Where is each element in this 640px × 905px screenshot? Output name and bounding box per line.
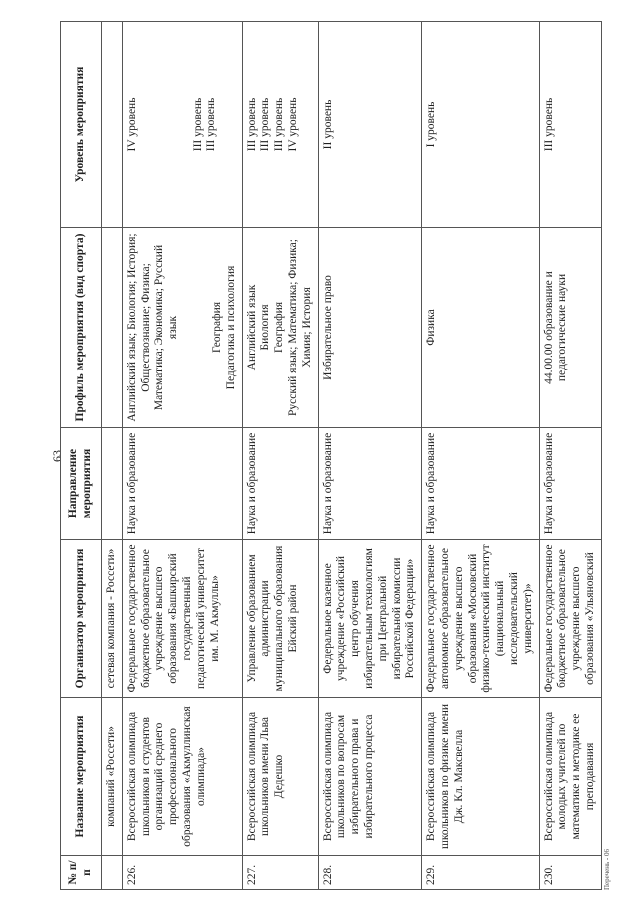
event-direction: Наука и образование [242, 428, 318, 540]
table-row [242, 22, 318, 890]
event-name: Всероссийская олимпиада молодых учителей по математике и методике ее преподавания [539, 698, 601, 856]
column-header-organizer: Организатор мероприятия [61, 540, 102, 698]
column-header-number: № п/п [61, 856, 102, 890]
table-row [102, 22, 123, 890]
event-level [242, 22, 318, 228]
event-name: Всероссийская олимпиада школьников и студентов организаций среднего профессионального образования «Акмуллинская олимпиада» [122, 698, 242, 856]
event-direction [102, 428, 123, 540]
profile-item: Русский язык; Математика; Физика; Химия; История [286, 239, 313, 416]
level-item: III уровень [205, 97, 218, 152]
table-row [422, 22, 539, 890]
profile-item: География [210, 301, 223, 354]
event-level [422, 22, 539, 228]
column-header-profile: Профиль мероприятия (вид спорта) [61, 228, 102, 428]
event-profile [422, 228, 539, 428]
event-level [318, 22, 422, 228]
event-level [539, 22, 601, 228]
event-name: Всероссийская олимпиада школьников по физике имени Дж. Кл. Максвелла [422, 698, 539, 856]
profile-item: Английский язык; Биология; История; Обществознание; Физика; Математика; Экономика; Русский язык [125, 233, 180, 422]
level-item: III уровень [191, 97, 204, 152]
event-direction: Наука и образование [318, 428, 422, 540]
table-row [318, 22, 422, 890]
event-organizer: Федеральное государственное автономное образовательное учреждение высшего образования «Московский физико-технический институт (национальный исследовательский университет)» [422, 540, 539, 698]
row-number: 229. [422, 856, 539, 890]
event-profile [242, 228, 318, 428]
row-number: 227. [242, 856, 318, 890]
footer-code: Перечень - 06 [603, 849, 611, 890]
level-item: III уровень [245, 97, 258, 152]
table-header-row [61, 22, 102, 890]
event-profile [539, 228, 601, 428]
event-organizer: Федеральное государственное бюджетное образовательное учреждение высшего образования «Башкирский государственный педагогический университет им. М. Акмуллы» [122, 540, 242, 698]
page-number: 63 [50, 450, 64, 462]
level-item: II уровень [321, 99, 334, 150]
event-organizer: Федеральное государственное бюджетное образовательное учреждение высшего образования «Ульяновский [539, 540, 601, 698]
row-number: 230. [539, 856, 601, 890]
profile-item: Педагогика и психология [224, 265, 237, 390]
event-organizer: Федеральное казенное учреждение «Российский центр обучения избирательным технологиям при Центральной избирательной комиссии Российской Федерации» [318, 540, 422, 698]
row-number: 226. [122, 856, 242, 890]
event-profile [318, 228, 422, 428]
event-name: компаний «Россети» [102, 698, 123, 856]
level-item: III уровень [259, 97, 272, 152]
level-item: III уровень [542, 97, 555, 152]
event-organizer: сетевая компания - Россети» [102, 540, 123, 698]
profile-item: Биология [259, 304, 272, 351]
table-row [122, 22, 242, 890]
events-table [60, 21, 602, 890]
column-header-name: Название мероприятия [61, 698, 102, 856]
table-row [539, 22, 601, 890]
level-item: I уровень [425, 101, 438, 148]
event-direction: Наука и образование [122, 428, 242, 540]
profile-item: Избирательное право [321, 275, 334, 380]
event-name: Всероссийская олимпиада школьников по вопросам избирательного права и избирательного процесса [318, 698, 422, 856]
row-number: 228. [318, 856, 422, 890]
event-profile [122, 228, 242, 428]
event-direction: Наука и образование [422, 428, 539, 540]
column-header-direction: Направление мероприятия [61, 428, 102, 540]
event-organizer: Управление образованием администрации муниципального образования Ейский район [242, 540, 318, 698]
event-profile [102, 228, 123, 428]
rotated-document-page [50, 22, 614, 890]
profile-item: География [273, 301, 286, 354]
profile-item: 44.00.00 образование и педагогические науки [542, 271, 569, 384]
event-level [102, 22, 123, 228]
profile-item: Английский язык [245, 284, 258, 371]
profile-item: Физика [425, 309, 438, 346]
column-header-level: Уровень мероприятия [61, 22, 102, 228]
level-item: IV уровень [286, 97, 299, 152]
level-item: IV уровень [125, 97, 138, 152]
row-number [102, 856, 123, 890]
event-direction: Наука и образование [539, 428, 601, 540]
event-name: Всероссийская олимпиада школьников имени Льва Дедешко [242, 698, 318, 856]
level-item: III уровень [273, 97, 286, 152]
event-level [122, 22, 242, 228]
